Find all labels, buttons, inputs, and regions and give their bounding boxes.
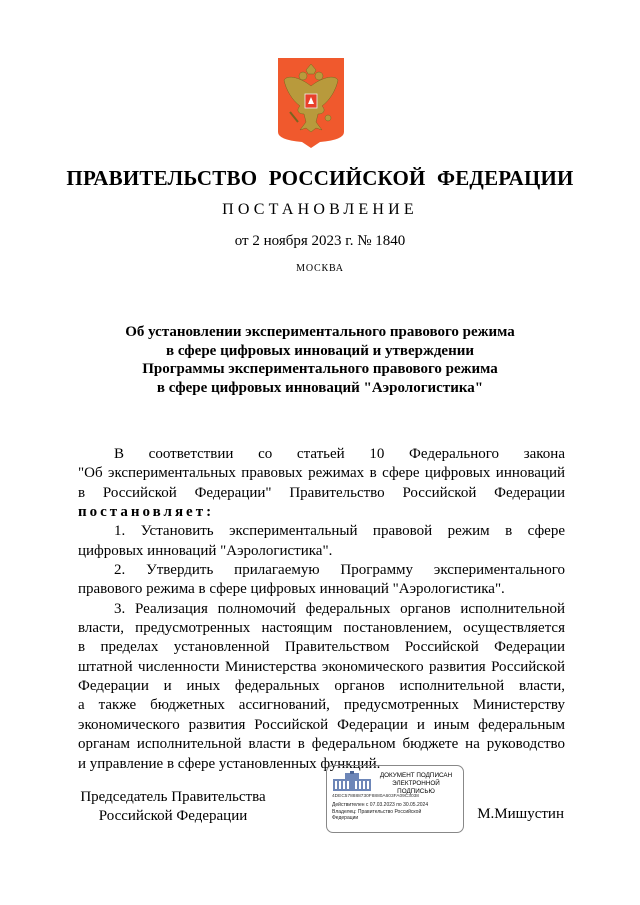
stamp-title: ЭЛЕКТРОННОЙ ПОДПИСЬЮ [392,780,440,795]
item-3-line: штатной численности Министерства экономического развития Российской [78,658,565,675]
certificate-serial: 4DEC578888730F8880A603FA09C3038 [332,794,419,799]
subject-line: в сфере цифровых инноваций и утверждении [165,342,475,359]
subject-line: Программы экспериментального правового режима [142,361,498,378]
government-building-icon [333,771,371,791]
document-subject [0,323,640,397]
item-3-line: а также бюджетных ассигнований, предусмотренных Министерству [78,697,565,714]
decree-word: постановляет: [78,504,215,521]
preamble-line: "Об экспериментальных правовых режимах в сфере цифровых инноваций [78,465,565,482]
item-3-line: органам исполнительной власти в федеральном бюджете на руководство [78,736,565,753]
stamp-title: ДОКУМЕНТ ПОДПИСАН [379,772,453,779]
preamble-line: В соответствии со статьей 10 Федерального закона [114,446,565,462]
government-title: ПРАВИТЕЛЬСТВО РОССИЙСКОЙ ФЕДЕРАЦИИ [66,166,574,190]
position-line: Председатель Правительства [80,789,266,805]
item-2-line: правового режима в сфере цифровых инноваций "Аэрологистика". [78,581,505,598]
coat-of-arms-emblem [276,56,346,148]
item-3-line: Федерации и иных федеральных органов исполнительной власти, [78,678,565,695]
signatory-name: М.Мишустин [477,806,564,822]
item-1-line: 1. Установить экспериментальный правовой режим в сфере [114,523,565,540]
preamble-line: в Российской Федерации" Правительство Российской Федерации [78,484,565,501]
electronic-signature-stamp [326,765,464,833]
item-3-line: в пределах установленной Правительством Российской Федерации [78,639,565,656]
certificate-owner: Федерации [332,815,359,821]
certificate-validity: Действителен с 07.03.2023 по 30.05.2024 [332,802,429,808]
document-date-number: от 2 ноября 2023 г. № 1840 [234,233,406,249]
certificate-owner: Владелец: Правительство Российской [332,808,422,815]
document-body [78,445,565,774]
item-3-line: 3. Реализация полномочий федеральных органов исполнительной [114,600,565,617]
item-3-line: и управление в сфере установленных функций. [78,755,381,772]
subject-line: в сфере цифровых инноваций "Аэрологистика" [156,379,484,396]
city: МОСКВА [296,263,344,274]
item-3-line: экономического развития Российской Федерации и иным федеральным [78,716,565,733]
signatory-position [78,788,268,825]
position-line: Российской Федерации [98,807,248,824]
subject-line: Об установлении экспериментального правового режима [125,324,515,340]
item-1-line: цифровых инноваций "Аэрологистика". [78,542,333,559]
document-type: ПОСТАНОВЛЕНИЕ [222,201,418,218]
item-3-line: власти, предусмотренных настоящим постановлением, осуществляется [78,620,565,637]
item-2-line: 2. Утвердить прилагаемую Программу экспериментального [114,562,565,579]
